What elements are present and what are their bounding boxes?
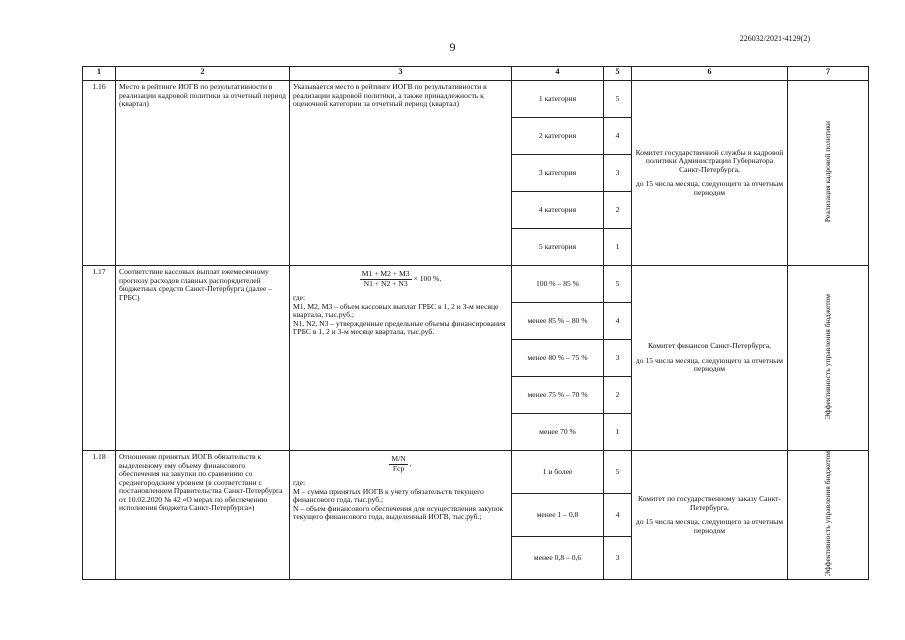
indicator-name: Место в рейтинге ИОГВ по результативности в реализации кадровой политики за отчетный период (квартал) (116, 81, 290, 266)
criterion-score: 1 (604, 414, 632, 451)
formula-denominator: Fср (392, 463, 405, 473)
criterion-score: 5 (604, 81, 632, 118)
responsible-body (632, 81, 788, 266)
formula-numerator: M/N (391, 454, 406, 463)
row-number: 1.17 (83, 266, 116, 451)
criterion-label: менее 85 % – 80 % (512, 303, 604, 340)
criterion-score: 2 (604, 377, 632, 414)
criterion-label: 2 категория (512, 118, 604, 155)
document-id: 226032/2021-4129(2) (739, 34, 810, 43)
indicator-name: Отношение принятых ИОГВ обязательств к выделенному ему объему финансового обеспечения на закупки по сравнению со среднегородским уровнем (в соответствии с постановлением Правительства Санкт-Петербурга от 10.02.2020 № 42 «О мерах по обеспечению исполнения бюджета Санкт-Петербурга») (116, 451, 290, 580)
col-header-4: 4 (512, 67, 604, 81)
criterion-label: 1 категория (512, 81, 604, 118)
table-row (83, 81, 869, 118)
criterion-score: 4 (604, 118, 632, 155)
criterion-score: 5 (604, 266, 632, 303)
responsible-org: Комитет финансов Санкт-Петербурга, (647, 341, 772, 351)
criterion-score: 5 (604, 451, 632, 494)
indicators-table (82, 66, 869, 580)
criterion-score: 3 (604, 155, 632, 192)
criterion-score: 3 (604, 537, 632, 580)
area-label: Реализация кадровой политики (788, 81, 869, 266)
criterion-label: 3 категория (512, 155, 604, 192)
indicator-name: Соответствие кассовых выплат ежемесячному прогнозу расходов главных распорядителей бюджетных средств Санкт-Петербурга (далее – ГРБС) (116, 266, 290, 451)
formula-tail: × 100 %, (413, 273, 442, 283)
responsible-org: Комитет государственной службы и кадровой политики Администрации Губернатора Санкт-Петербурга, (635, 147, 784, 174)
row-number: 1.16 (83, 81, 116, 266)
formula-tail: , (409, 458, 412, 468)
col-header-7: 7 (788, 67, 869, 81)
formula (293, 455, 508, 473)
col-header-1: 1 (83, 67, 116, 81)
where-label: где: (293, 293, 306, 302)
responsible-body (632, 266, 788, 451)
row-number: 1.18 (83, 451, 116, 580)
criterion-score: 1 (604, 229, 632, 266)
indicator-description: Указывается место в рейтинге ИОГВ по результативности в реализации кадровой политики, а также принадлежность к оценочной категории за отчетный период (квартал) (290, 81, 512, 266)
description-line: N1, N2, N3 – утвержденные предельные объемы финансирования ГРБС в 1, 2 и 3-м месяце квартала, тыс.руб. (293, 318, 506, 336)
criterion-label: менее 70 % (512, 414, 604, 451)
criterion-label: менее 0,8 – 0,6 (512, 537, 604, 580)
criterion-score: 2 (604, 192, 632, 229)
responsible-term: до 15 числа месяца, следующего за отчетным периодом (635, 517, 784, 535)
description-line: N – объем финансового обеспечения для осуществления закупок текущего финансового года, выделенный ИОГВ, тыс.руб.; (293, 503, 504, 521)
area-label: Эффективность управления бюджетом (788, 266, 869, 451)
responsible-body (632, 451, 788, 580)
criterion-label: 4 категория (512, 192, 604, 229)
indicator-description (290, 266, 512, 451)
column-header-row (83, 67, 869, 81)
col-header-3: 3 (290, 67, 512, 81)
criterion-label: менее 75 % – 70 % (512, 377, 604, 414)
area-label: Эффективность управления бюджетом (788, 451, 869, 580)
formula (293, 270, 508, 288)
col-header-2: 2 (116, 67, 290, 81)
responsible-term: до 15 числа месяца, следующего за отчетным периодом (635, 355, 784, 374)
indicator-description (290, 451, 512, 580)
page-number: 9 (449, 40, 456, 54)
formula-denominator: N1 + N2 + N3 (363, 278, 408, 288)
col-header-5: 5 (604, 67, 632, 81)
criterion-label: менее 80 % – 75 % (512, 340, 604, 377)
table-row (83, 266, 869, 303)
criterion-label: менее 1 – 0,8 (512, 494, 604, 537)
description-line: M1, M2, M3 – объем кассовых выплат ГРБС в 1, 2 и 3-м месяце квартала, тыс.руб.; (293, 301, 499, 319)
responsible-org: Комитет по государственному заказу Санкт-Петербурга, (637, 494, 782, 512)
col-header-6: 6 (632, 67, 788, 81)
where-label: где: (293, 478, 306, 487)
criterion-score: 4 (604, 303, 632, 340)
criterion-label: 1 и более (512, 451, 604, 494)
criterion-label: 5 категория (512, 229, 604, 266)
responsible-term: до 15 числа месяца, следующего за отчетным периодом (635, 179, 784, 197)
formula-numerator: M1 + M2 + M3 (361, 269, 410, 278)
criterion-score: 3 (604, 340, 632, 377)
description-line: M – сумма принятых ИОГВ к учету обязательств текущего финансового года, тыс.руб.; (293, 486, 484, 504)
table-row (83, 451, 869, 494)
criterion-label: 100 % – 85 % (512, 266, 604, 303)
criterion-score: 4 (604, 494, 632, 537)
